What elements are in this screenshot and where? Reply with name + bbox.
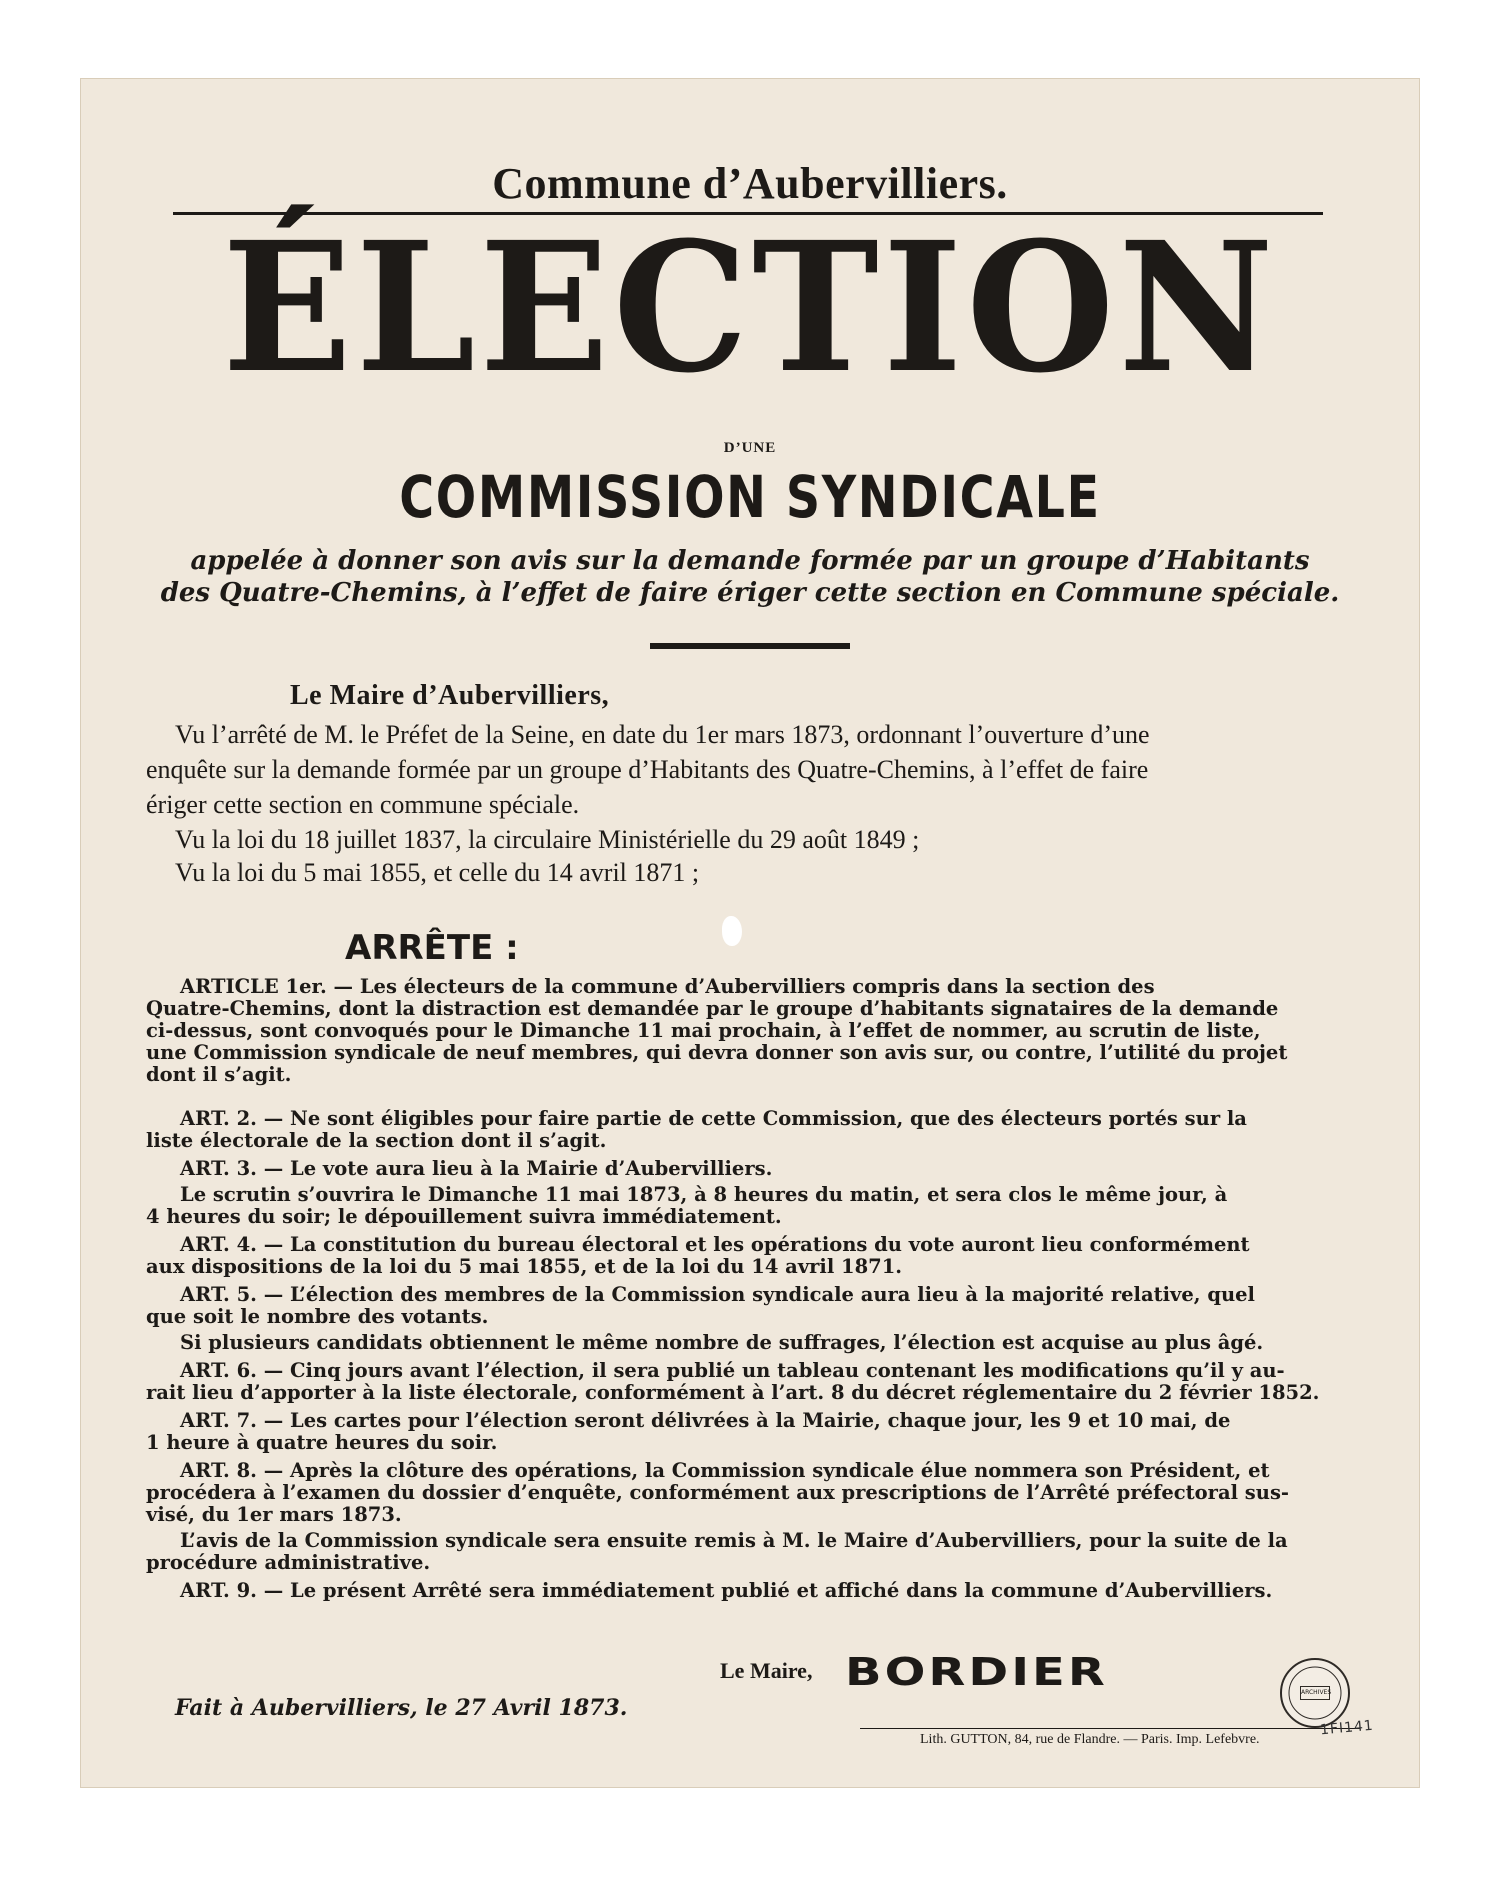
article-line: rait lieu d’apporter à la liste électorale, conformément à l’art. 8 du décret réglementaire du 2 février 1852. <box>146 1381 1320 1404</box>
article-line: 4 heures du soir; le dépouillement suivra immédiatement. <box>146 1205 782 1228</box>
printer-rule <box>860 1728 1360 1729</box>
preamble-line: Vu la loi du 5 mai 1855, et celle du 14 avril 1871 ; <box>175 858 700 887</box>
divider-rule <box>650 643 850 649</box>
article-line: ci-dessus, sont convoqués pour le Dimanche 11 mai prochain, à l’effet de nommer, au scrutin de liste, <box>146 1019 1261 1042</box>
preamble-line: Vu l’arrêté de M. le Préfet de la Seine, en date du 1er mars 1873, ordonnant l’ouverture d’une <box>175 720 1150 749</box>
article-line: liste électorale de la section dont il s’agit. <box>146 1129 607 1152</box>
poster-title: ÉLECTION <box>222 203 1278 413</box>
subtitle-line: appelée à donner son avis sur la demande formée par un groupe d’Habitants <box>190 546 1310 576</box>
place-date: Fait à Aubervilliers, le 27 Avril 1873. <box>175 1695 628 1721</box>
article-line: ART. 4. — La constitution du bureau électoral et les opérations du vote auront lieu conformément <box>180 1233 1250 1256</box>
article-line: dont il s’agit. <box>146 1063 292 1086</box>
archive-reference: 1FI141 <box>1319 1717 1375 1739</box>
article-line: ART. 8. — Après la clôture des opérations, la Commission syndicale élue nommera son Président, et <box>180 1459 1270 1482</box>
article-line: ART. 3. — Le vote aura lieu à la Mairie d’Aubervilliers. <box>180 1157 773 1180</box>
article-line: ART. 7. — Les cartes pour l’élection seront délivrées à la Mairie, chaque jour, les 9 et 10 mai, de <box>180 1409 1231 1432</box>
preamble-line: ériger cette section en commune spéciale. <box>146 790 580 819</box>
article-line: une Commission syndicale de neuf membres, qui devra donner son avis sur, ou contre, l’utilité du projet <box>146 1041 1288 1064</box>
article-line: procédure administrative. <box>146 1551 431 1574</box>
article-line: 1 heure à quatre heures du soir. <box>146 1431 498 1454</box>
article-line: aux dispositions de la loi du 5 mai 1855, et de la loi du 14 avril 1871. <box>146 1255 903 1278</box>
archives-stamp <box>1280 1658 1350 1728</box>
article-line: ART. 5. — L’élection des membres de la Commission syndicale aura lieu à la majorité relative, quel <box>180 1283 1255 1306</box>
article-line: ART. 2. — Ne sont éligibles pour faire partie de cette Commission, que des électeurs portés sur la <box>180 1107 1247 1130</box>
article-line: ART. 6. — Cinq jours avant l’élection, il sera publié un tableau contenant les modifications qu’il y au- <box>180 1359 1285 1382</box>
printer-credit: Lith. GUTTON, 84, rue de Flandre. — Paris. Imp. Lefebvre. <box>920 1732 1260 1747</box>
commission-heading: COMMISSION SYNDICALE <box>399 463 1101 531</box>
article-line: Si plusieurs candidats obtiennent le même nombre de suffrages, l’élection est acquise au plus âgé. <box>180 1331 1264 1354</box>
article-line: visé, du 1er mars 1873. <box>146 1503 402 1526</box>
poster-sheet <box>80 78 1420 1788</box>
commune-heading: Commune d’Aubervilliers. <box>492 159 1008 208</box>
article-line: ART. 9. — Le présent Arrêté sera immédiatement publié et affiché dans la commune d’Aubervilliers. <box>180 1579 1273 1602</box>
mayor-heading: Le Maire d’Aubervilliers, <box>290 680 610 711</box>
article-line: Quatre-Chemins, dont la distraction est demandée par le groupe d’habitants signataires de la demande <box>146 997 1279 1020</box>
article-line: L’avis de la Commission syndicale sera ensuite remis à M. le Maire d’Aubervilliers, pour la suite de la <box>180 1529 1288 1552</box>
article-line: ARTICLE 1er. — Les électeurs de la commune d’Aubervilliers compris dans la section des <box>180 975 1155 998</box>
preamble-line: enquête sur la demande formée par un groupe d’Habitants des Quatre-Chemins, à l’effet de faire <box>146 755 1149 784</box>
signer-label: Le Maire, <box>720 1658 813 1683</box>
article-line: procédera à l’examen du dossier d’enquête, conformément aux prescriptions de l’Arrêté préfectoral sus- <box>146 1481 1290 1504</box>
subtitle-line: des Quatre-Chemins, à l’effet de faire ériger cette section en Commune spéciale. <box>160 578 1340 608</box>
article-line: Le scrutin s’ouvrira le Dimanche 11 mai 1873, à 8 heures du matin, et sera clos le même jour, à <box>180 1183 1228 1206</box>
stamp-label: ARCHIVES <box>1300 1686 1330 1700</box>
signer-name: BORDIER <box>845 1649 1108 1695</box>
article-line: que soit le nombre des votants. <box>146 1305 489 1328</box>
paper-hole <box>722 916 742 946</box>
arrete-heading: ARRÊTE : <box>345 928 519 968</box>
preamble-line: Vu la loi du 18 juillet 1837, la circulaire Ministérielle du 29 août 1849 ; <box>175 825 920 854</box>
dune-label: D’UNE <box>723 440 777 456</box>
